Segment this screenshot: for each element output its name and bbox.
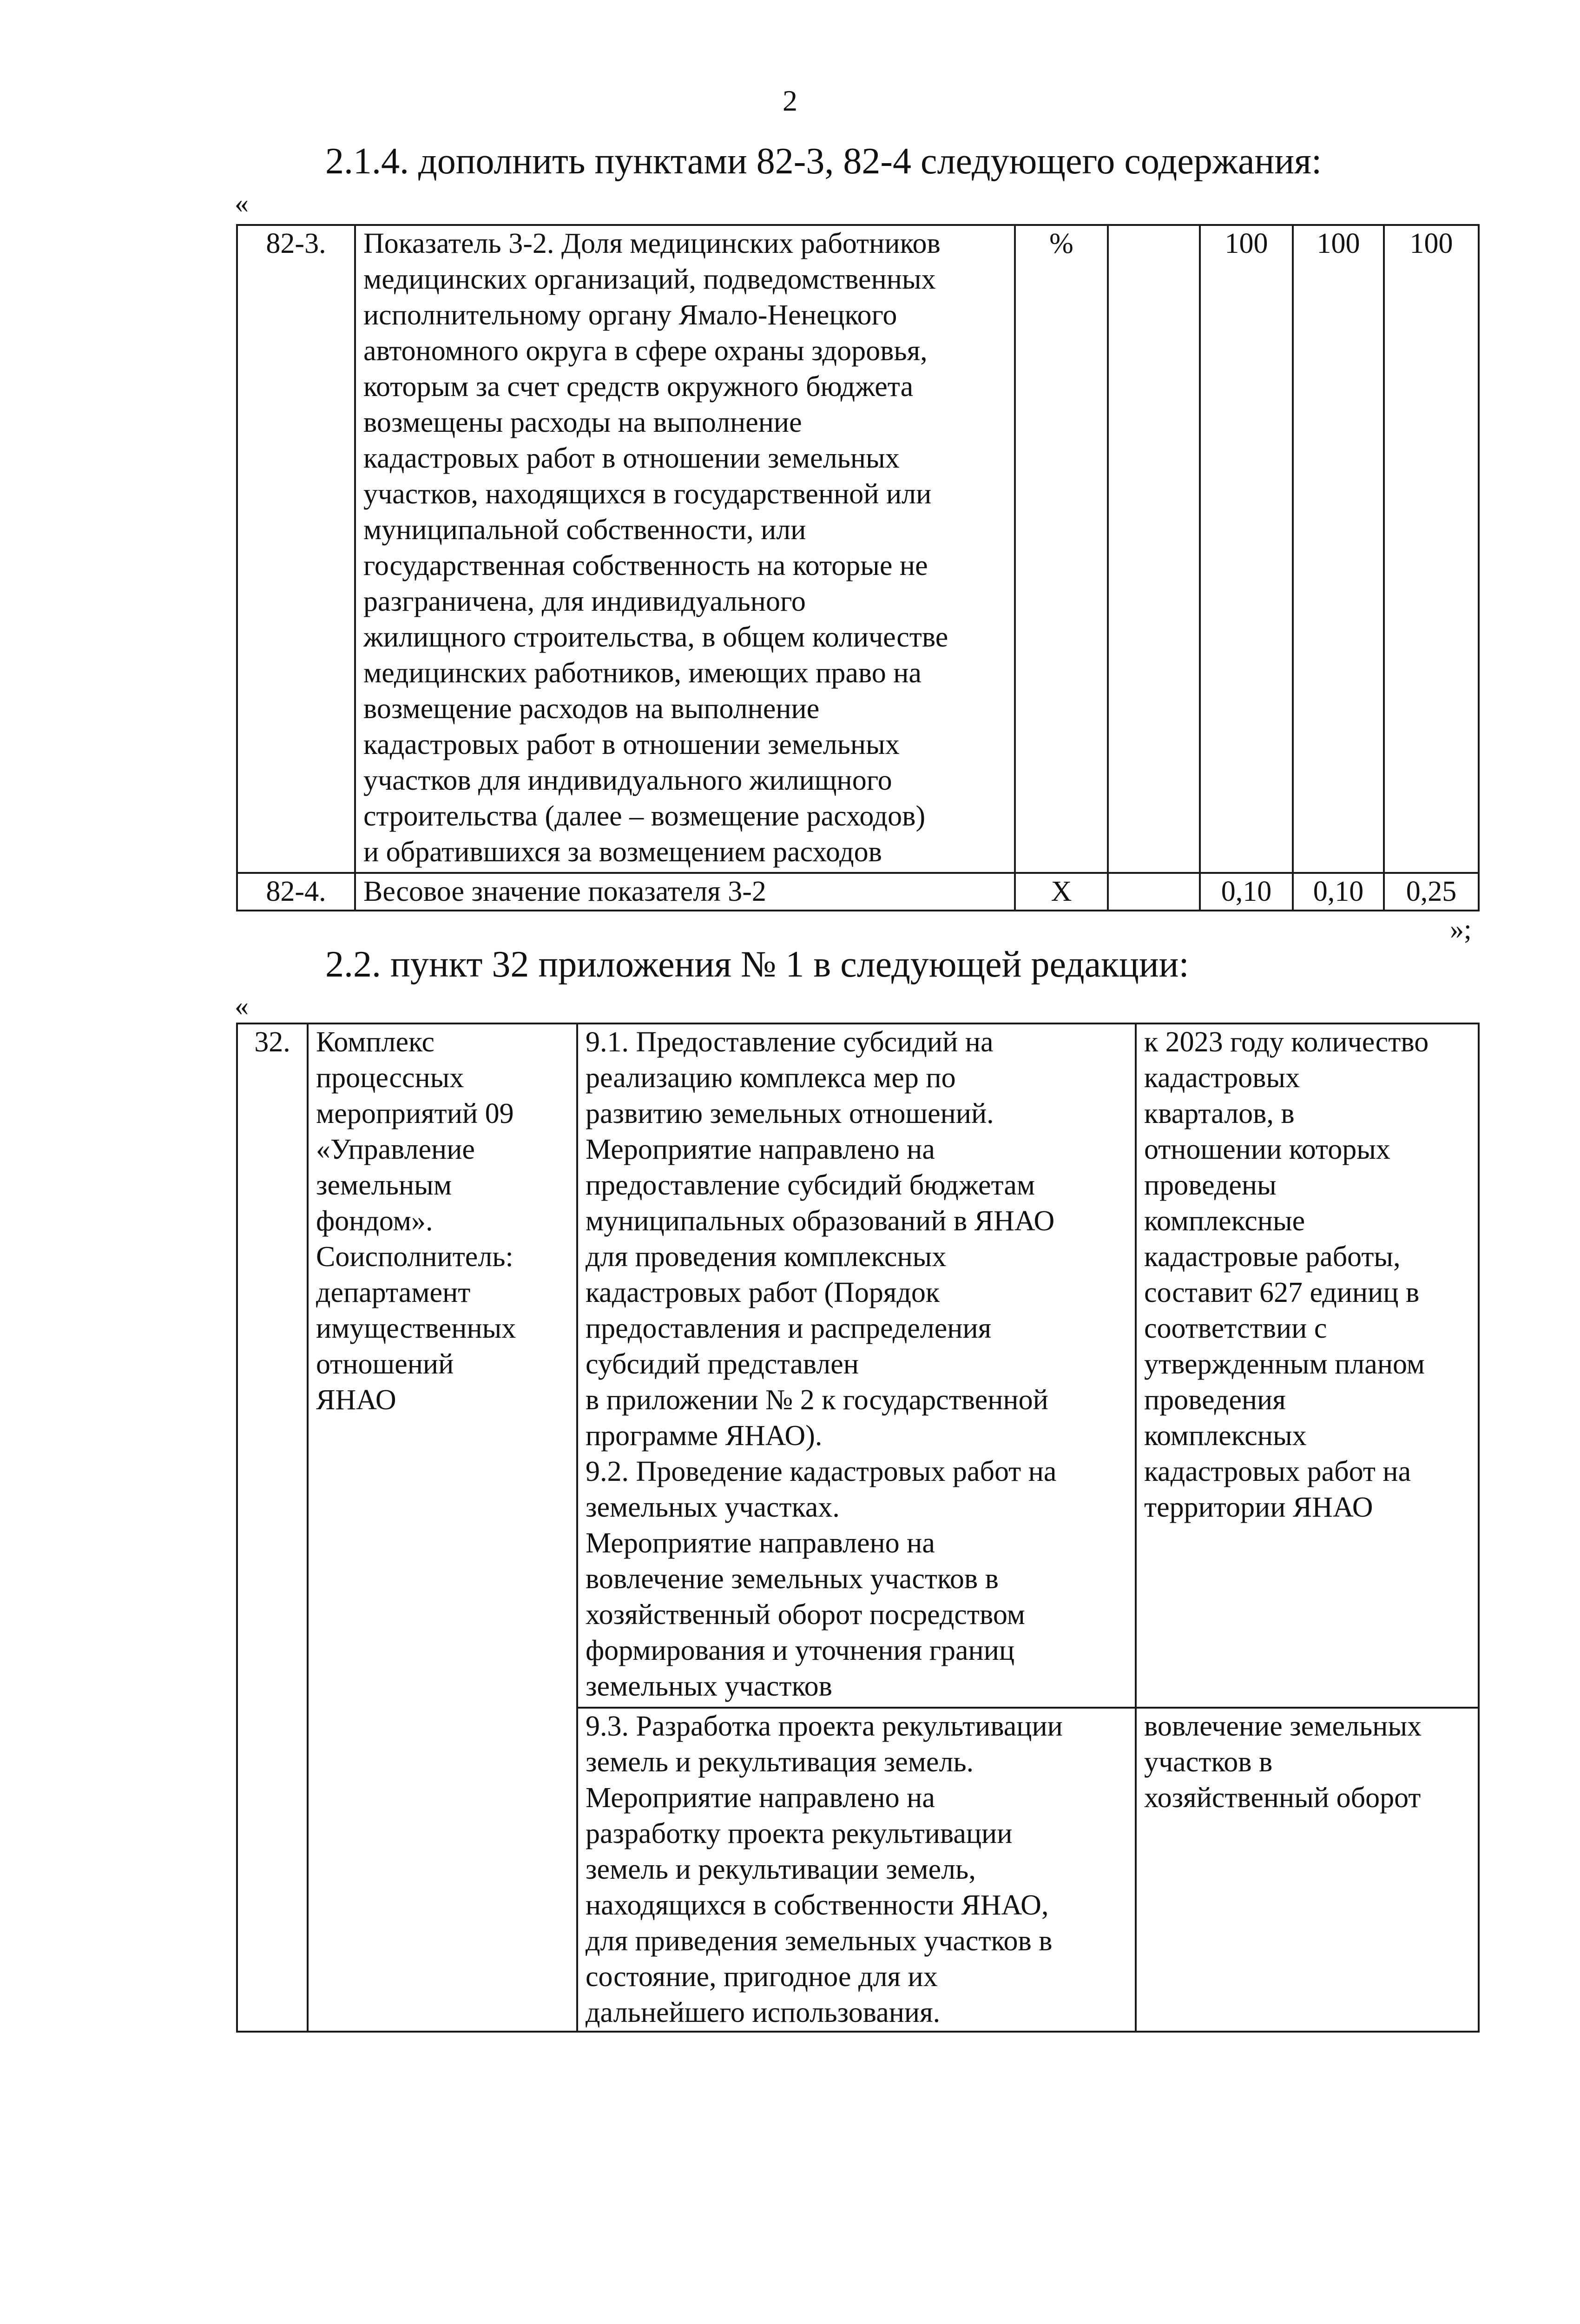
unit-cell: % [1015,225,1108,873]
task-cell: 9.3. Разработка проекта рекультивации земель и рекультивация земель. Мероприятие направлено на разработку проекта рекультивации земель и рекультивации земель, находящихся в собственности ЯНАО, для приведения земельных участков в состояние, пригодное для их дальнейшего использования. [577,1708,1136,2032]
indicators-table [236,224,1480,911]
complex-name: Комплекс процессных мероприятий 09 «Управление земельным фондом». Соисполнитель: департамент имущественных отношений ЯНАО [308,1023,577,2032]
indicator-text: Весовое значение показателя 3-2 [355,873,1015,911]
value-cell: 100 [1384,225,1479,873]
row-number: 32. [237,1023,308,2032]
value-cell: 100 [1293,225,1384,873]
table-row [237,1023,1479,1708]
result-cell: вовлечение земельных участков в хозяйственный оборот [1136,1708,1479,2032]
value-cell: 0,10 [1293,873,1384,911]
indicator-text: Показатель 3-2. Доля медицинских работников медицинских организаций, подведомственных исполнительному органу Ямало-Ненецкого автономного округа в сфере охраны здоровья, которым за счет средств окружного бюджета возмещены расходы на выполнение кадастровых работ в отношении земельных участков, находящихся в государственной или муниципальной собственности, или государственная собственность на которые не разграничена, для индивидуального жилищного строительства, в общем количестве медицинских работников, имеющих право на возмещение расходов на выполнение кадастровых работ в отношении земельных участков для индивидуального жилищного строительства (далее – возмещение расходов) и обратившихся за возмещением расходов [355,225,1015,873]
base-value-cell [1108,873,1200,911]
row-number: 82-3. [237,225,355,873]
value-cell: 0,10 [1200,873,1293,911]
task-cell: 9.1. Предоставление субсидий на реализацию комплекса мер по развитию земельных отношений. Мероприятие направлено на предоставление субсидий бюджетам муниципальных образований в ЯНАО для проведения комплексных кадастровых работ (Порядок предоставления и распределения субсидий представлен в приложении № 2 к государственной программе ЯНАО). 9.2. Проведение кадастровых работ на земельных участках. Мероприятие направлено на вовлечение земельных участков в хозяйственный оборот посредством формирования и уточнения границ земельных участков [577,1023,1136,1708]
open-quote-1: « [235,188,249,218]
result-cell: к 2023 году количество кадастровых кварталов, в отношении которых проведены комплексные кадастровые работы, составит 627 единиц в соответствии с утвержденным планом проведения комплексных кадастровых работ на территории ЯНАО [1136,1023,1479,1708]
table-row [237,225,1479,873]
value-cell: 100 [1200,225,1293,873]
value-cell: 0,25 [1384,873,1479,911]
row-number: 82-4. [237,873,355,911]
section-2-2-heading: 2.2. пункт 32 приложения № 1 в следующей редакции: [325,944,1189,985]
activities-table [236,1023,1480,2033]
unit-cell: Х [1015,873,1108,911]
open-quote-2: « [235,990,249,1021]
base-value-cell [1108,225,1200,873]
close-quote-1: »; [1450,914,1472,944]
page-number: 2 [783,84,797,117]
section-2-1-4-heading: 2.1.4. дополнить пунктами 82-3, 82-4 следующего содержания: [325,141,1322,182]
table-row [237,873,1479,911]
